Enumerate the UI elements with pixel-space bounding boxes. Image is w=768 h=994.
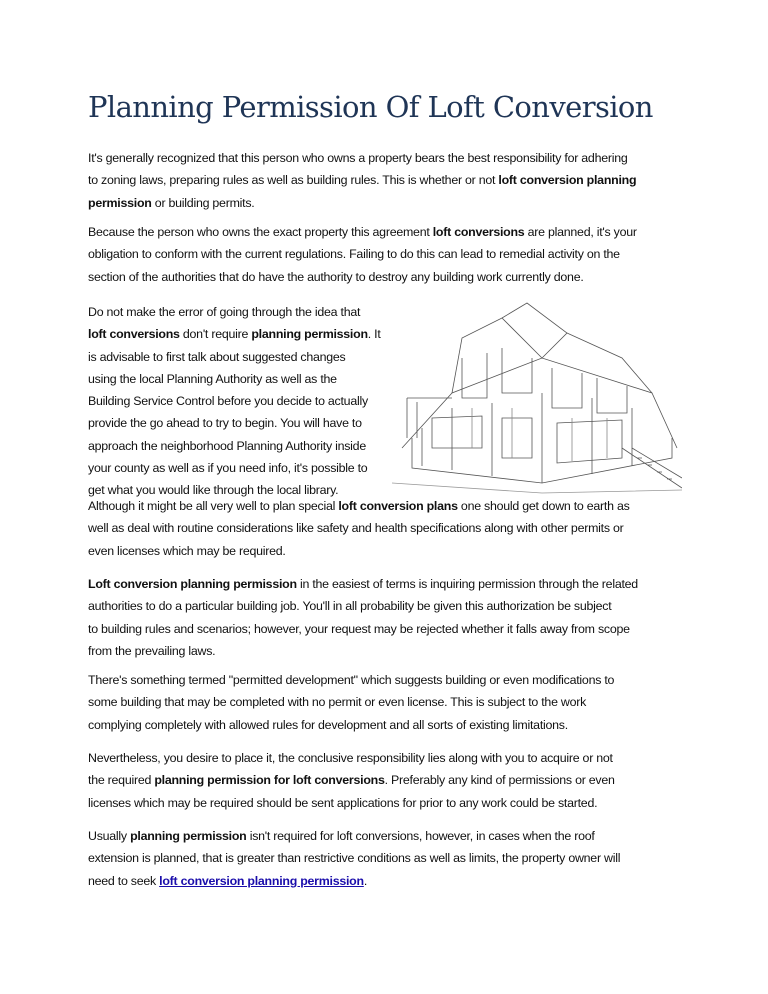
- text-span: your county as well as if you need info, it's possible to: [88, 461, 368, 476]
- text-line: [88, 517, 630, 539]
- text-line: [88, 792, 615, 814]
- paragraph: [88, 221, 637, 288]
- text-span: some building that may be completed with no permit or even license. This is subject to the work: [88, 695, 587, 710]
- text-span: Building Service Control before you decide to actually: [88, 394, 368, 409]
- house-sketch-image: [392, 298, 682, 494]
- text-line: [88, 691, 614, 713]
- text-span: Nevertheless, you desire to place it, the conclusive responsibility lies along with you to acquire or not: [88, 751, 613, 765]
- paragraph: [88, 495, 630, 562]
- text-span: It's generally recognized that this person who owns a property bears the best responsibility for adhering: [88, 151, 628, 165]
- text-line: [88, 847, 620, 869]
- text-span: is advisable to first talk about suggested changes: [88, 349, 346, 364]
- paragraph: [88, 147, 636, 214]
- text-line: [88, 323, 381, 345]
- text-span: Although it might be all very well to plan special: [88, 499, 339, 513]
- text-span: authorities to do a particular building job. You'll in all probability be given this authorization be subject: [88, 599, 612, 614]
- text-span: obligation to conform with the current regulations. Failing to do this can lead to remedial activity on the: [88, 247, 620, 262]
- text-line: [88, 301, 381, 323]
- paragraph: [88, 573, 638, 662]
- text-span: isn't required for loft conversions, however, in cases when the roof: [246, 829, 595, 843]
- text-line: [88, 870, 620, 892]
- text-span: need to seek: [88, 873, 160, 888]
- text-line: [88, 540, 630, 562]
- text-span: . Preferably any kind of permissions or even: [384, 773, 615, 788]
- text-line: [88, 640, 638, 662]
- bold-keyword: Loft conversion planning permission: [88, 577, 297, 591]
- text-line: [88, 243, 637, 265]
- text-span: extension is planned, that is greater than restrictive conditions as well as limits, the property owner will: [88, 851, 621, 866]
- text-line: [88, 266, 637, 288]
- text-line: [88, 192, 636, 214]
- paragraph: [88, 747, 615, 814]
- text-span: even licenses which may be required.: [88, 543, 286, 558]
- text-line: [88, 669, 614, 691]
- text-span: don't require: [179, 327, 252, 342]
- bold-keyword: loft conversion planning: [498, 173, 637, 188]
- bold-keyword: planning permission for loft conversions: [154, 773, 385, 788]
- text-line: [88, 618, 638, 640]
- text-line: [88, 368, 381, 390]
- text-span: the required: [88, 773, 155, 788]
- text-line: [88, 457, 381, 479]
- bold-keyword: loft conversion plans: [338, 499, 458, 513]
- text-line: [88, 221, 637, 243]
- text-span: approach the neighborhood Planning Authority inside: [88, 438, 366, 453]
- text-line: [88, 346, 381, 368]
- text-span: well as deal with routine considerations like safety and health specifications along with other permits or: [88, 521, 624, 536]
- text-span: to zoning laws, preparing rules as well as building rules. This is whether or not: [88, 173, 499, 188]
- text-span: in the easiest of terms is inquiring permission through the related: [296, 577, 638, 591]
- paragraph: [88, 669, 614, 736]
- text-line: [88, 825, 620, 847]
- text-span: get what you would like through the local library.: [88, 483, 339, 498]
- bold-keyword: loft conversions: [432, 225, 525, 239]
- text-span: Usually: [88, 829, 131, 843]
- text-line: [88, 595, 638, 617]
- text-span: provide the go ahead to try to begin. You will have to: [88, 416, 362, 431]
- text-span: .: [363, 873, 368, 888]
- text-line: [88, 390, 381, 412]
- text-line: [88, 435, 381, 457]
- text-span: one should get down to earth as: [457, 499, 630, 513]
- text-line: [88, 495, 630, 517]
- text-span: from the prevailing laws.: [88, 643, 216, 658]
- text-span: Do not make the error of going through the idea that: [88, 305, 361, 319]
- text-span: There's something termed "permitted development" which suggests building or even modifications to: [88, 673, 615, 687]
- page-title: Planning Permission Of Loft Conversion: [88, 90, 653, 124]
- bold-keyword: planning permission: [130, 829, 247, 843]
- text-span: section of the authorities that do have the authority to destroy any building work currently done.: [88, 269, 584, 284]
- loft-conversion-link[interactable]: loft conversion planning permission: [159, 873, 364, 888]
- bold-keyword: planning permission: [251, 327, 368, 342]
- text-line: [88, 412, 381, 434]
- text-span: or building permits.: [151, 195, 255, 210]
- text-line: [88, 769, 615, 791]
- text-span: to building rules and scenarios; however, your request may be rejected whether it falls away from scope: [88, 621, 630, 636]
- text-span: using the local Planning Authority as well as the: [88, 371, 337, 386]
- bold-keyword: permission: [88, 195, 152, 210]
- text-span: complying completely with allowed rules for development and all sorts of existing limitations.: [88, 717, 568, 732]
- text-span: are planned, it's your: [524, 225, 637, 239]
- paragraph: [88, 825, 620, 892]
- text-span: . It: [367, 327, 381, 342]
- text-span: licenses which may be required should be sent applications for prior to any work could be started.: [88, 795, 598, 810]
- text-span: Because the person who owns the exact property this agreement: [88, 225, 433, 239]
- text-line: [88, 714, 614, 736]
- bold-keyword: loft conversions: [88, 327, 180, 342]
- text-line: [88, 573, 638, 595]
- text-line: [88, 147, 636, 169]
- text-line: [88, 169, 636, 191]
- paragraph: [88, 301, 381, 502]
- text-line: [88, 747, 615, 769]
